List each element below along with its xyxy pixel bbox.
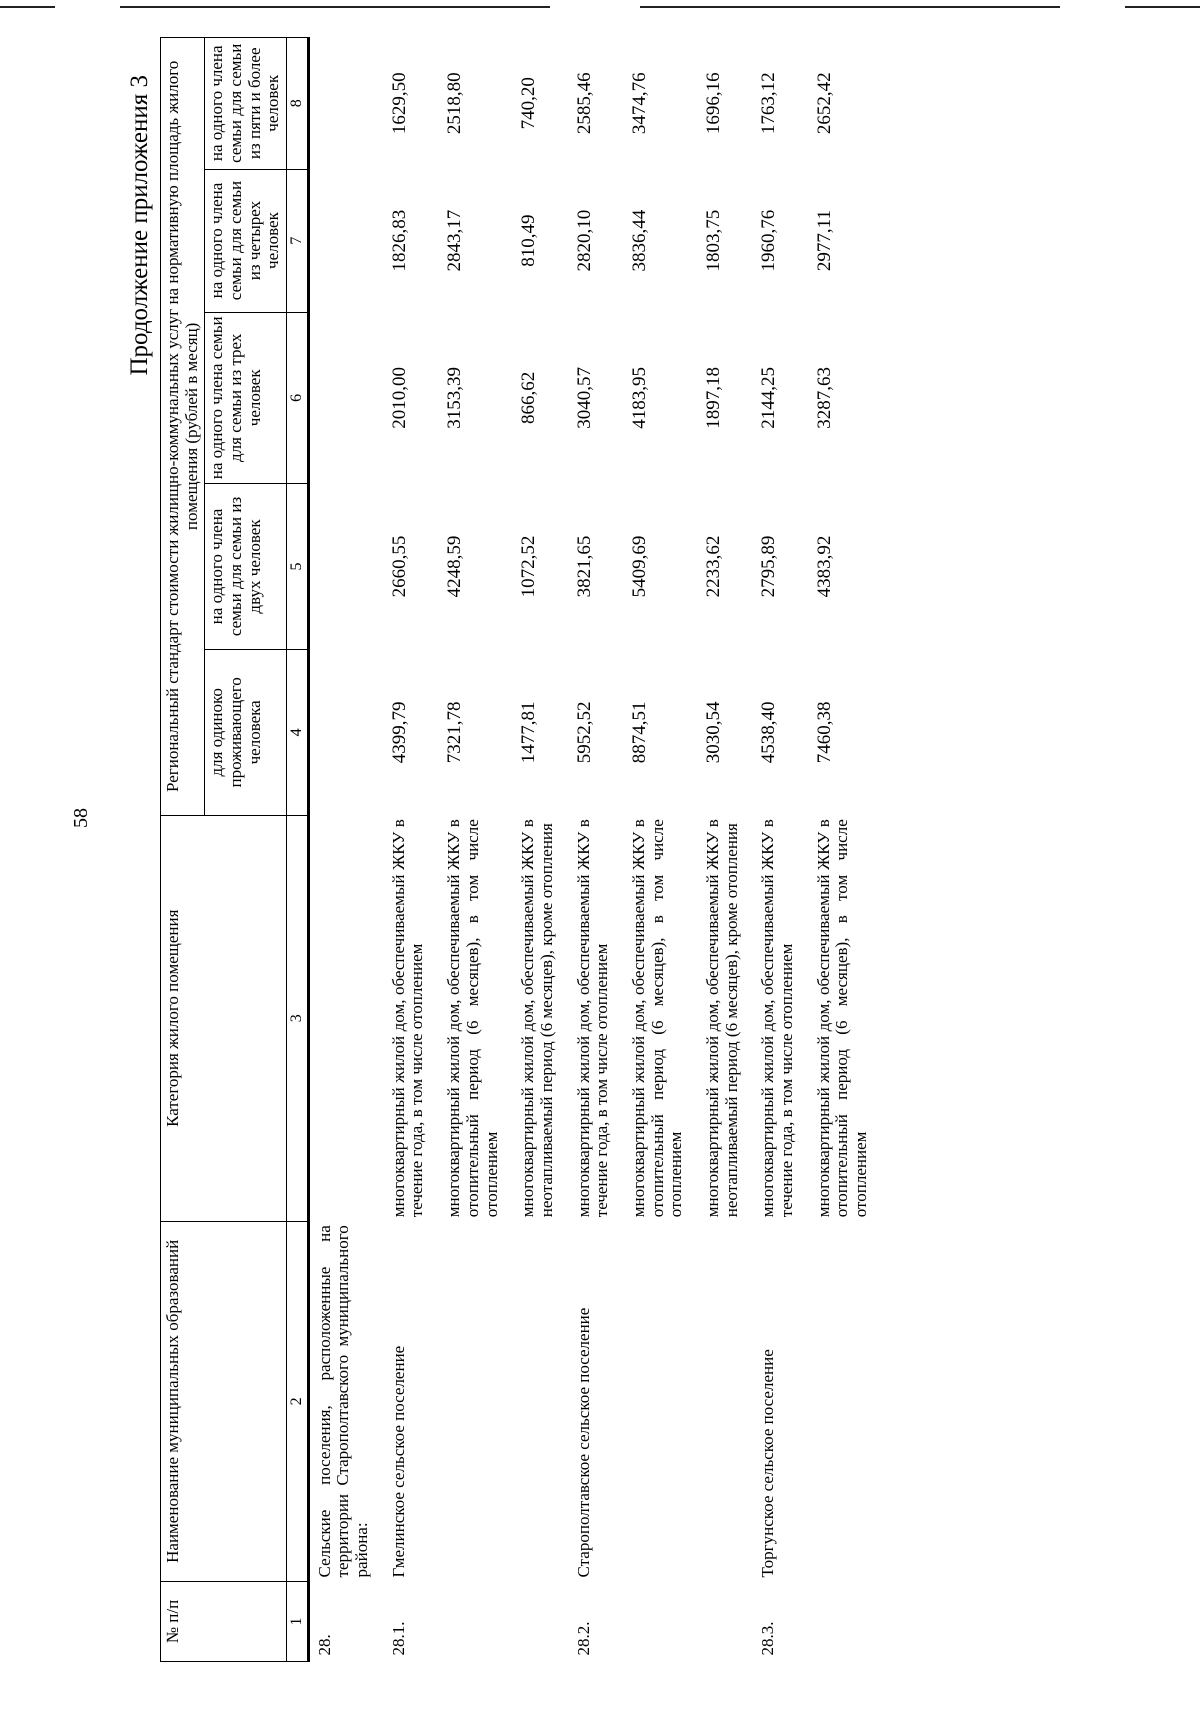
column-number: 7: [287, 169, 309, 312]
page-number: 58: [70, 808, 92, 828]
housing-category: многоквартирный жилой дом, обеспечиваемый ЖКУ в течение года, в том числе отоплением: [573, 819, 612, 1218]
value-col-6: 4183,95: [628, 366, 650, 429]
housing-category: многоквартирный жилой дом, обеспечиваемый ЖКУ в отопительный период (6 месяцев), в том числе отоплением: [444, 819, 501, 1218]
municipality-name: [513, 1221, 568, 1581]
value-col-4: 4399,79: [388, 701, 410, 764]
row-number: [698, 1581, 753, 1661]
table-row: [308, 38, 384, 1662]
row-number: 28.3.: [758, 1621, 778, 1656]
table-row: [569, 38, 624, 1662]
header-col-6: на одного члена семьи для семьи из трех человек: [205, 312, 287, 484]
value-col-4: [308, 649, 384, 815]
value-col-6: 3287,63: [813, 366, 835, 429]
value-col-5: 1072,52: [518, 535, 540, 598]
column-number: 5: [287, 484, 309, 650]
municipality-name: [624, 1221, 698, 1581]
row-number: [513, 1581, 568, 1661]
value-col-5: 2795,89: [758, 535, 780, 598]
value-col-4: 4538,40: [758, 701, 780, 764]
table-row: [513, 38, 568, 1662]
value-col-8: 2518,80: [444, 72, 466, 135]
column-number: 1: [287, 1581, 309, 1661]
value-col-5: [308, 484, 384, 650]
value-col-4: 7321,78: [444, 701, 466, 764]
value-col-4: 8874,51: [628, 701, 650, 764]
housing-category: многоквартирный жилой дом, обеспечиваемый ЖКУ в течение года, в том числе отоплением: [758, 819, 797, 1218]
value-col-7: 3836,44: [628, 209, 650, 272]
header-category: Категория жилого помещения: [161, 815, 287, 1221]
tariff-table: [160, 37, 883, 1662]
housing-category: многоквартирный жилой дом, обеспечиваемый ЖКУ в неотапливаемый период (6 месяцев), кроме отопления: [518, 819, 556, 1218]
value-col-4: 7460,38: [813, 701, 835, 764]
value-col-7: [308, 169, 384, 312]
value-col-5: 5409,69: [628, 535, 650, 598]
header-name: Наименование муниципальных образований: [161, 1221, 287, 1581]
value-col-7: 1960,76: [758, 209, 780, 272]
column-number: 8: [287, 38, 309, 170]
value-col-4: 5952,52: [573, 701, 595, 764]
value-col-6: 866,62: [518, 371, 540, 424]
table-row: [384, 38, 439, 1662]
municipality-name: Сельские поселения, расположенные на территории Старополтавского муниципального района:: [314, 1225, 372, 1578]
value-col-8: 1629,50: [388, 72, 410, 135]
value-col-6: 2144,25: [758, 366, 780, 429]
value-col-8: 740,20: [518, 77, 540, 130]
row-number: 28.1.: [388, 1621, 408, 1656]
value-col-6: 3040,57: [573, 366, 595, 429]
value-col-7: 2977,11: [813, 210, 835, 272]
value-col-6: 1897,18: [703, 366, 725, 429]
value-col-8: [308, 38, 384, 170]
row-number: [439, 1581, 513, 1661]
value-col-8: 2585,46: [573, 72, 595, 135]
header-col-8: на одного члена семьи для семьи из пяти и более человек: [205, 38, 287, 170]
row-number: [624, 1581, 698, 1661]
municipality-name: Торгунское сельское поселение: [758, 1349, 778, 1578]
value-col-5: 4248,59: [444, 535, 466, 598]
column-number: 6: [287, 312, 309, 484]
value-col-6: 3153,39: [444, 366, 466, 429]
value-col-7: 2820,10: [573, 209, 595, 272]
value-col-5: 3821,65: [573, 535, 595, 598]
value-col-7: 1826,83: [388, 209, 410, 272]
housing-category: многоквартирный жилой дом, обеспечиваемый ЖКУ в отопительный период (6 месяцев), в том числе отоплением: [628, 819, 686, 1218]
housing-category: многоквартирный жилой дом, обеспечиваемый ЖКУ в течение года, в том числе отоплением: [388, 819, 427, 1218]
value-col-8: 3474,76: [628, 72, 650, 135]
column-number: 3: [287, 815, 309, 1221]
appendix-title: Продолжение приложения 3: [126, 75, 153, 376]
value-col-7: 2843,17: [444, 209, 466, 272]
housing-category: многоквартирный жилой дом, обеспечиваемый ЖКУ в неотапливаемый период (6 месяцев), кроме отопления: [703, 819, 741, 1218]
value-col-4: 3030,54: [703, 701, 725, 764]
value-col-7: 810,49: [518, 214, 540, 267]
value-col-5: 2233,62: [703, 535, 725, 598]
housing-category: многоквартирный жилой дом, обеспечиваемый ЖКУ в отопительный период (6 месяцев), в том числе отоплением: [813, 819, 871, 1218]
value-col-5: 4383,92: [813, 535, 835, 598]
value-col-6: 2010,00: [388, 366, 410, 429]
value-col-6: [308, 312, 384, 484]
row-number: [809, 1581, 883, 1661]
housing-category: [308, 815, 384, 1221]
row-number: 28.2.: [573, 1621, 593, 1656]
table-row: [809, 38, 883, 1662]
value-col-7: 1803,75: [703, 209, 725, 272]
column-number: 4: [287, 649, 309, 815]
value-col-8: 1696,16: [703, 72, 725, 135]
header-col-4: для одиноко проживающего человека: [205, 649, 287, 815]
table-row: [698, 38, 753, 1662]
table-row: [624, 38, 698, 1662]
table-row: [753, 38, 808, 1662]
row-number: 28.: [314, 1634, 334, 1656]
value-col-8: 1763,12: [758, 72, 780, 135]
value-col-4: 1477,81: [518, 701, 540, 764]
column-number: 2: [287, 1221, 309, 1581]
value-col-8: 2652,42: [813, 72, 835, 135]
table-row: [439, 38, 513, 1662]
municipality-name: Старополтавское сельское поселение: [573, 1307, 593, 1578]
header-group: Региональный стандарт стоимости жилищно-коммунальных услуг на нормативную площадь жилого помещения (рублей в месяц): [161, 38, 205, 816]
municipality-name: [809, 1221, 883, 1581]
municipality-name: Гмелинское сельское поселение: [388, 1345, 408, 1578]
value-col-5: 2660,55: [388, 535, 410, 598]
header-col-5: на одного члена семьи для семьи из двух человек: [205, 484, 287, 650]
header-col-7: на одного члена семьи для семьи из четырех человек: [205, 169, 287, 312]
municipality-name: [698, 1221, 753, 1581]
municipality-name: [439, 1221, 513, 1581]
header-no: № п/п: [161, 1581, 287, 1661]
